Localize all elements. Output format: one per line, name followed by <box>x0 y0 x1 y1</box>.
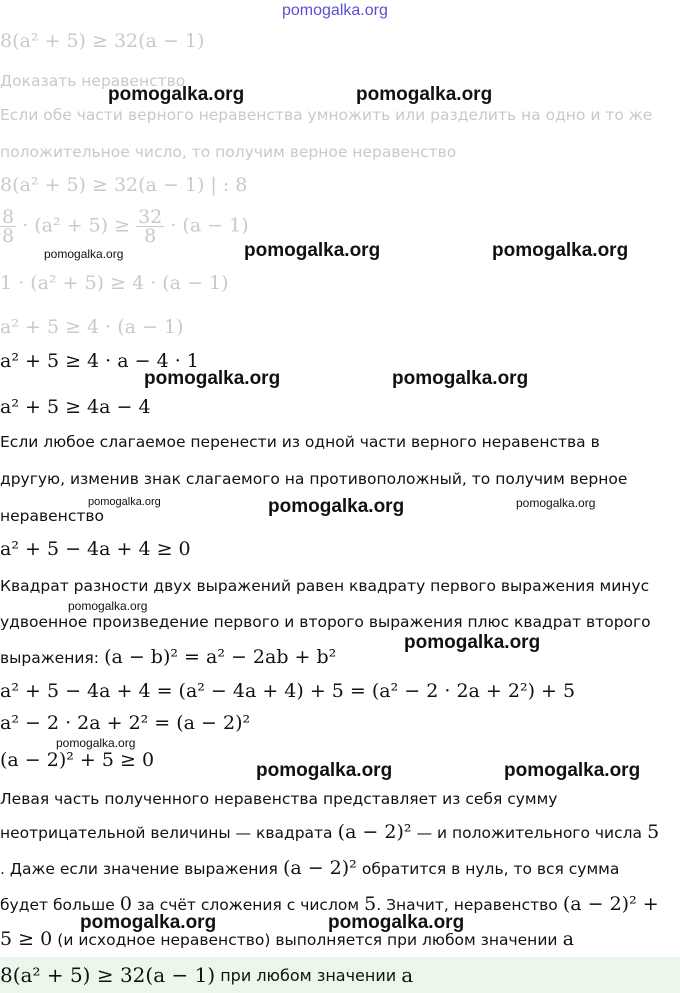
rule-text: выражения: <box>0 649 99 667</box>
fraction-numerator: 32 <box>138 206 163 228</box>
fraction-denominator: 8 <box>144 225 157 247</box>
watermark: pomogalka.org <box>144 368 281 389</box>
watermark: pomogalka.org <box>68 599 148 613</box>
math-part: · (a² + 5) ≥ <box>22 214 131 237</box>
watermark: pomogalka.org <box>56 736 136 750</box>
math-line: a² + 5 − 4a + 4 ≥ 0 <box>0 538 191 560</box>
rule-text: другую, изменив знак слагаемого на противоположный, то получим верное <box>0 470 628 488</box>
inline-math: 5 <box>647 821 660 843</box>
task-caption: Доказать неравенство <box>0 72 186 90</box>
explanation-text: — и положительного числа <box>416 824 643 842</box>
rule-text: Квадрат разности двух выражений равен квадрату первого выражения минус <box>0 577 650 595</box>
answer-text: при любом значении <box>220 965 397 985</box>
explanation-text: неотрицательной величины — квадрата <box>0 824 333 842</box>
math-line: (a − 2)² + 5 ≥ 0 <box>0 749 155 771</box>
rule-text: удвоенное произведение первого и второго выражения плюс квадрат второго <box>0 613 651 631</box>
fraction-denominator: 8 <box>2 225 15 247</box>
inline-math: (a − 2)² + <box>562 893 659 915</box>
math-part: · (a − 1) <box>170 214 249 237</box>
watermark: pomogalka.org <box>44 247 124 261</box>
watermark: pomogalka.org <box>268 496 405 517</box>
explanation-text: будет больше <box>0 896 115 914</box>
inline-math: (a − 2)² <box>337 821 412 843</box>
answer-box <box>0 957 680 993</box>
problem-statement: 8(a² + 5) ≥ 32(a − 1) <box>0 30 205 52</box>
rule-text: положительное число, то получим верное неравенство <box>0 143 457 161</box>
watermark: pomogalka.org <box>108 84 245 105</box>
explanation-text: обратится в нуль, то вся сумма <box>361 860 620 878</box>
math-line: a² + 5 ≥ 4 · a − 4 · 1 <box>0 350 199 372</box>
rule-text: Если любое слагаемое перенести из одной части верного неравенства в <box>0 433 600 451</box>
math-line: a² + 5 ≥ 4 · (a − 1) <box>0 316 184 338</box>
square-difference-formula: (a − b)² = a² − 2ab + b² <box>104 646 337 668</box>
watermark: pomogalka.org <box>328 912 465 933</box>
watermark: pomogalka.org <box>504 760 641 781</box>
explanation-text: . Значит, неравенство <box>376 896 558 914</box>
watermark: pomogalka.org <box>80 912 217 933</box>
answer-variable: a <box>401 963 414 987</box>
explanation-text: Левая часть полученного неравенства представляет из себя сумму <box>0 790 558 808</box>
math-line: a² + 5 − 4a + 4 = (a² − 4a + 4) + 5 = (a² − 2 · 2a + 2²) + 5 <box>0 680 576 702</box>
fraction-numerator: 8 <box>2 206 15 228</box>
inline-math: a <box>562 928 574 950</box>
watermark: pomogalka.org <box>356 84 493 105</box>
math-line-fraction <box>0 208 249 245</box>
inline-math: (a − 2)² <box>282 857 357 879</box>
explanation-text: за счёт сложения с числом <box>137 896 360 914</box>
rule-text: неравенство <box>0 507 104 525</box>
explanation-text: . Даже если значение выражения <box>0 860 278 878</box>
explanation-text: (и исходное неравенство) выполняется при любом значении <box>57 931 558 949</box>
answer-math: 8(a² + 5) ≥ 32(a − 1) <box>0 963 216 987</box>
math-line: 8(a² + 5) ≥ 32(a − 1) | : 8 <box>0 174 248 196</box>
math-line: a² − 2 · 2a + 2² = (a − 2)² <box>0 712 251 734</box>
explanation-line <box>0 821 659 843</box>
watermark: pomogalka.org <box>88 496 161 508</box>
explanation-line <box>0 857 619 879</box>
rule-text: Если обе части верного неравенства умножить или разделить на одно и то же <box>0 106 653 124</box>
math-line: 1 · (a² + 5) ≥ 4 · (a − 1) <box>0 272 229 294</box>
inline-math: 5 <box>364 893 377 915</box>
watermark: pomogalka.org <box>492 240 629 261</box>
inline-math: 5 ≥ 0 <box>0 928 53 950</box>
math-line: a² + 5 ≥ 4a − 4 <box>0 396 151 418</box>
watermark: pomogalka.org <box>256 760 393 781</box>
inline-math: 0 <box>119 893 132 915</box>
watermark: pomogalka.org <box>392 368 529 389</box>
watermark: pomogalka.org <box>404 632 541 653</box>
site-header-link[interactable]: pomogalka.org <box>282 2 388 19</box>
formula-line <box>0 646 336 668</box>
watermark: pomogalka.org <box>244 240 381 261</box>
watermark: pomogalka.org <box>516 496 596 510</box>
